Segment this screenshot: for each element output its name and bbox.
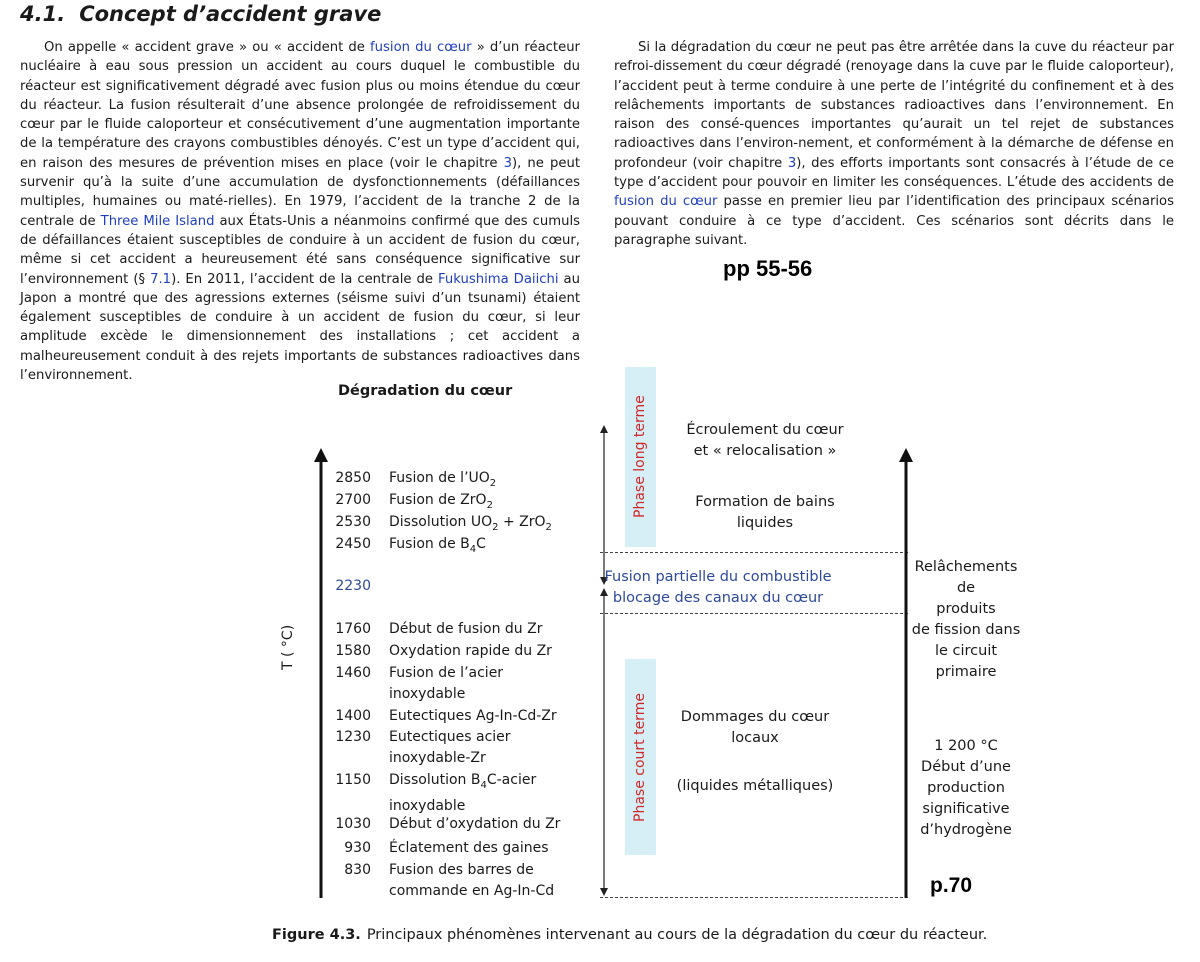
text-line: locaux [731, 730, 779, 746]
dashed-separator-upper [600, 552, 908, 553]
text-line: le circuit [934, 643, 998, 659]
long-term-span-arrow [598, 425, 610, 587]
temperature-axis-arrow [314, 448, 328, 900]
text-run: ). En 2011, l’accident de la centrale de [171, 271, 439, 287]
temperature-value: 1580 [335, 643, 371, 659]
link-chapitre-3[interactable]: 3 [503, 155, 512, 171]
phase-long-label: Phase long terme [632, 395, 648, 518]
text-line: produits [936, 601, 996, 617]
section-number: 4.1. [20, 2, 66, 26]
phenomenon-label: Fusion de ZrO$_2$ [389, 492, 493, 511]
short-term-span-arrow [598, 588, 610, 898]
phenomenon-label: Oxydation rapide du Zr [389, 643, 552, 659]
text-line: Fusion partielle du combustible [604, 569, 832, 585]
right-text-hydrogen [906, 736, 1026, 841]
link-fusion-du-coeur[interactable]: fusion du cœur [370, 40, 472, 55]
link-three-mile-island[interactable]: Three Mile Island [100, 213, 215, 229]
phenomenon-label: Début d’oxydation du Zr [389, 816, 561, 832]
temperature-value: 2850 [335, 470, 371, 486]
section-heading [20, 2, 381, 26]
temperature-value: 2530 [335, 514, 371, 530]
temperature-value: 1230 [335, 729, 371, 745]
phenomenon-label: Eutectiques Ag-In-Cd-Zr [389, 708, 557, 724]
page-ref-bottom: p.70 [930, 874, 973, 897]
text-line: Formation de bains [695, 494, 835, 510]
temperature-axis-label: T ( °C) [280, 624, 296, 670]
long-phase-event-pools [660, 492, 870, 534]
section-title: Concept d’accident grave [79, 2, 382, 26]
text-line: blocage des canaux du cœur [612, 590, 824, 606]
text-line: de fission dans [911, 622, 1021, 638]
temperature-value: 1460 [335, 665, 371, 681]
text-line: Écroulement du cœur [686, 422, 844, 438]
text-run: au Japon a montré que des agressions externes (séisme suivi d’un tsunami) étaient également susceptibles de conduire à un accident de fusion du cœur, si leur amplitude excède le dimensionnement des installations ; cet accident a malheureusement conduit à des rejets importants de substances radioactives dans l’environnement. [20, 271, 580, 384]
link-section-7-1[interactable]: 7.1 [150, 271, 172, 287]
text-line: liquides [736, 515, 794, 531]
temperature-value: 2230 [335, 578, 371, 594]
left-paragraph [20, 38, 580, 385]
text-line: significative [922, 801, 1010, 817]
text-run: ), ne peut survenir qu’à la suite d’une accumulation de dysfonctionnements (défaillances multiples, humaines ou maté-rielles). En 1979, l’accident de la tranche 2 de la centrale de [20, 155, 580, 229]
text-run: aux États-Unis a néanmoins confirmé que des cumuls de défaillances étaient susceptibles de conduire à un accident de fusion du cœur, même si cet accident a heureusement été sans conséquence significative sur l’environnement (§ [20, 213, 581, 287]
temperature-value: 930 [344, 840, 371, 856]
temperature-value: 1760 [335, 621, 371, 637]
phenomenon-label: Dissolution $UO_2 + ZrO_2$ [389, 514, 552, 533]
phenomenon-label: Fusion de l’acier inoxydable [389, 665, 504, 702]
temperature-value: 2450 [335, 536, 371, 552]
phenomenon-label: Éclatement des gaines [389, 840, 549, 856]
temperature-value: 830 [344, 862, 371, 878]
short-phase-event-liquids: (liquides métalliques) [676, 778, 834, 794]
phenomenon-label: Fusion des barres de commande en Ag-In-Cd [389, 862, 555, 899]
text-run: passe en premier lieu par l’identification des principaux scénarios pouvant conduire à ce type d’accident. Ces scénarios sont décrits dans le paragraphe suivant. [614, 194, 1174, 248]
temperature-value: 1150 [335, 772, 371, 788]
long-phase-event-collapse [660, 420, 870, 462]
short-phase-event-damage [660, 707, 850, 749]
phenomenon-label: Dissolution $B_4C$-acier inoxydable [389, 772, 537, 814]
text-line: 1 200 °C [934, 738, 998, 754]
phenomenon-label: Eutectiques acier inoxydable-Zr [389, 729, 511, 766]
text-line: Relâchements [914, 559, 1018, 575]
temperature-value: 1030 [335, 816, 371, 832]
dashed-separator-bottom [600, 897, 908, 898]
text-run: On appelle « accident grave » ou « accident de [44, 40, 371, 55]
dashed-separator-lower [600, 613, 908, 614]
figure-title: Dégradation du cœur [338, 383, 513, 399]
text-run: Si la dégradation du cœur ne peut pas être arrêtée dans la cuve du réacteur par refroi-dissement du cœur dégradé (renoyage dans la cuve par le fluide caloporteur), l’accident peut à terme conduire à une perte de l’intégrité du confinement et à des relâchements importants de substances radioactives dans l’environnement. En raison des consé-quences importantes qu’aurait un tel rejet de substances radioactives dans l’environ-nement, et conformément à la démarche de défense en profondeur (voir chapitre [614, 40, 1174, 171]
right-paragraph [614, 38, 1174, 250]
left-text-column [20, 38, 580, 385]
text-line: production [927, 780, 1005, 796]
phenomenon-label: Fusion de $B_4C$ [389, 536, 486, 555]
text-line: de [956, 580, 976, 596]
text-line: Début d’une [921, 759, 1011, 775]
link-fukushima-daiichi[interactable]: Fukushima Daiichi [438, 271, 559, 287]
temperature-value: 1400 [335, 708, 371, 724]
text-line: primaire [935, 664, 997, 680]
transition-event [604, 567, 832, 609]
phase-short-label: Phase court terme [632, 693, 648, 822]
caption-text: Principaux phénomènes intervenant au cours de la dégradation du cœur du réacteur. [366, 927, 988, 943]
phenomenon-label: Fusion de $l’UO_2$ [389, 470, 497, 489]
text-line: d’hydrogène [920, 822, 1012, 838]
caption-label: Figure 4.3. [272, 927, 361, 943]
text-run: » d’un réacteur nucléaire à eau sous pression un accident au cours duquel le combustible du réacteur est significativement dégradé avec fusion plus ou moins étendue du cœur du réacteur. La fusion résulterait d’une absence prolongée de refroidissement du cœur par le fluide caloporteur et consécutivement d’une augmentation importante de la température des crayons combustibles dénoyés. C’est un type d’accident qui, en raison des mesures de prévention mises en place (voir le chapitre [20, 40, 580, 171]
page-ref-top: pp 55-56 [723, 256, 813, 281]
right-text-column [614, 38, 1174, 250]
link-chapitre-3[interactable]: 3 [787, 155, 797, 171]
right-text-fission-products [906, 557, 1026, 683]
link-fusion-du-coeur[interactable]: fusion du cœur [614, 194, 718, 210]
text-line: Dommages du cœur [680, 709, 830, 725]
phenomenon-label: Début de fusion du Zr [389, 621, 543, 637]
text-run: ), des efforts importants sont consacrés à l’étude de ce type d’accident pour pouvoir en limiter les conséquences. L’étude des accidents de [614, 155, 1174, 191]
figure-caption [272, 927, 987, 943]
text-line: et « relocalisation » [693, 443, 837, 459]
temperature-value: 2700 [335, 492, 371, 508]
